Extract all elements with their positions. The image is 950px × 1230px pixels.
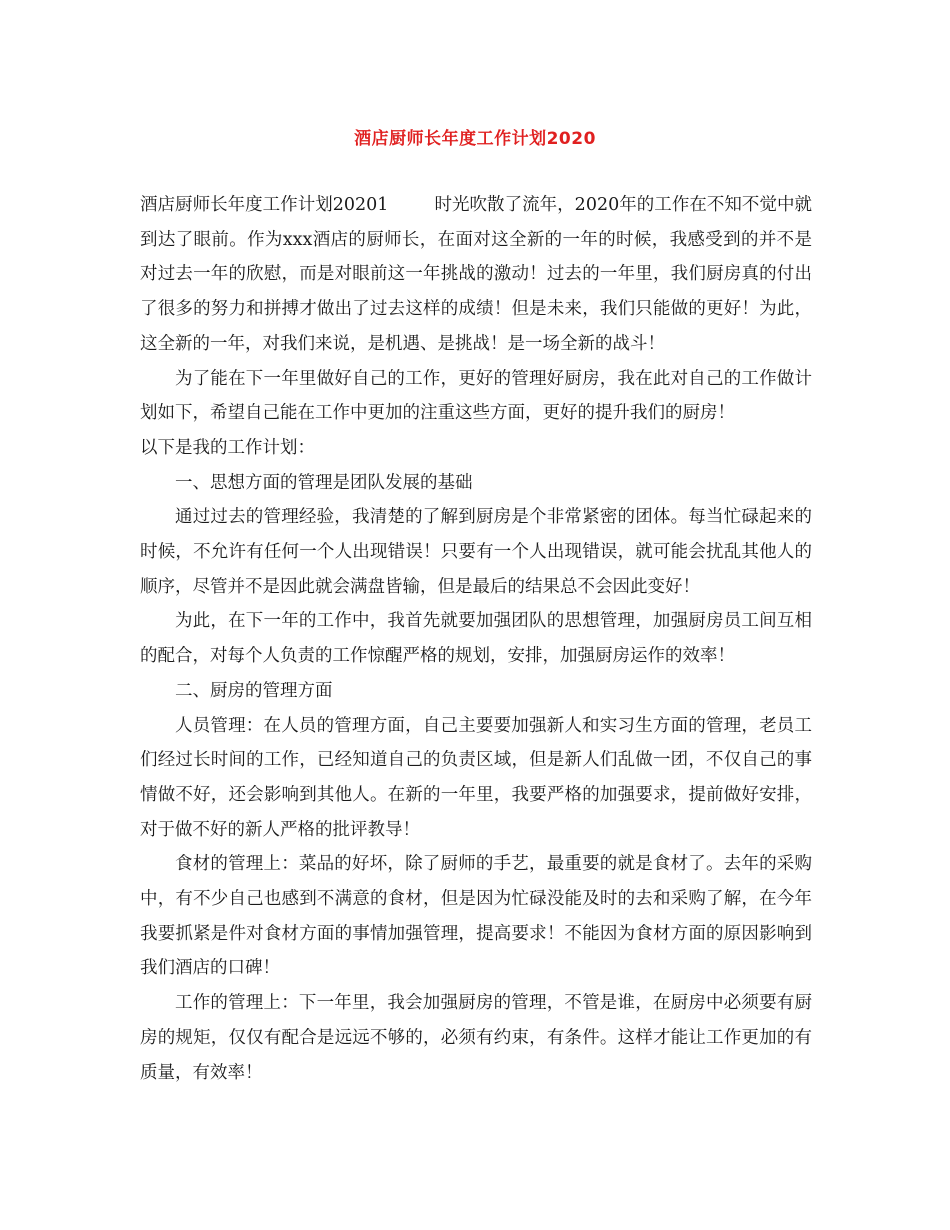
section-heading-thought: 一、思想方面的管理是团队发展的基础 [175, 472, 473, 493]
intro-text: 时光吹散了流年，2020年的工作在不知不觉中就到达了眼前。作为xxx酒店的厨师长，在面对这全新的一年的时候，我感受到的并不是对过去一年的欣慰，而是对眼前这一年挑战的激动！过去的一年里，我们厨房真的付出了很多的努力和拼搏才做出了过去这样的成绩！但是未来，我们只能做的更好！为此，这全新的一年，对我们来说，是机遇、是挑战！是一场全新的战斗！ [140, 195, 812, 354]
paragraph-team: 为此，在下一年的工作中，我首先就要加强团队的思想管理，加强厨房员工间互相的配合，对每个人负责的工作惊醒严格的规划，安排，加强厨房运作的效率！ [140, 611, 812, 667]
paragraph-experience: 通过过去的管理经验，我清楚的了解到厨房是个非常紧密的团体。每当忙碌起来的时候，不允许有任何一个人出现错误！只要有一个人出现错误，就可能会扰乱其他人的顺序，尽管并不是因此就会满盘皆输，但是最后的结果总不会因此变好！ [140, 507, 812, 597]
intro-paragraph [140, 188, 812, 362]
section-heading-kitchen: 二、厨房的管理方面 [175, 680, 333, 701]
paragraph-plan-lead: 以下是我的工作计划： [140, 437, 315, 458]
paragraph-staff: 人员管理：在人员的管理方面，自己主要要加强新人和实习生方面的管理，老员工们经过长时间的工作，已经知道自己的负责区域，但是新人们乱做一团，不仅自己的事情做不好，还会影响到其他人。在新的一年里，我要严格的加强要求，提前做好安排，对于做不好的新人严格的批评教导！ [140, 715, 812, 840]
paragraph-plan-intro: 为了能在下一年里做好自己的工作，更好的管理好厨房，我在此对自己的工作做计划如下，希望自己能在工作中更加的注重这些方面，更好的提升我们的厨房！ [140, 368, 812, 424]
document-body [140, 188, 812, 1090]
intro-lead: 酒店厨师长年度工作计划20201 [140, 195, 389, 215]
paragraph-work: 工作的管理上：下一年里，我会加强厨房的管理，不管是谁，在厨房中必须要有厨房的规矩，仅仅有配合是远远不够的，必须有约束，有条件。这样才能让工作更加的有质量，有效率！ [140, 993, 812, 1083]
paragraph-ingredients: 食材的管理上：菜品的好坏，除了厨师的手艺，最重要的就是食材了。去年的采购中，有不少自己也感到不满意的食材，但是因为忙碌没能及时的去和采购了解，在今年我要抓紧是件对食材方面的事情加强管理，提高要求！不能因为食材方面的原因影响到我们酒店的口碑！ [140, 854, 812, 979]
document-title: 酒店厨师长年度工作计划2020 [354, 129, 596, 149]
